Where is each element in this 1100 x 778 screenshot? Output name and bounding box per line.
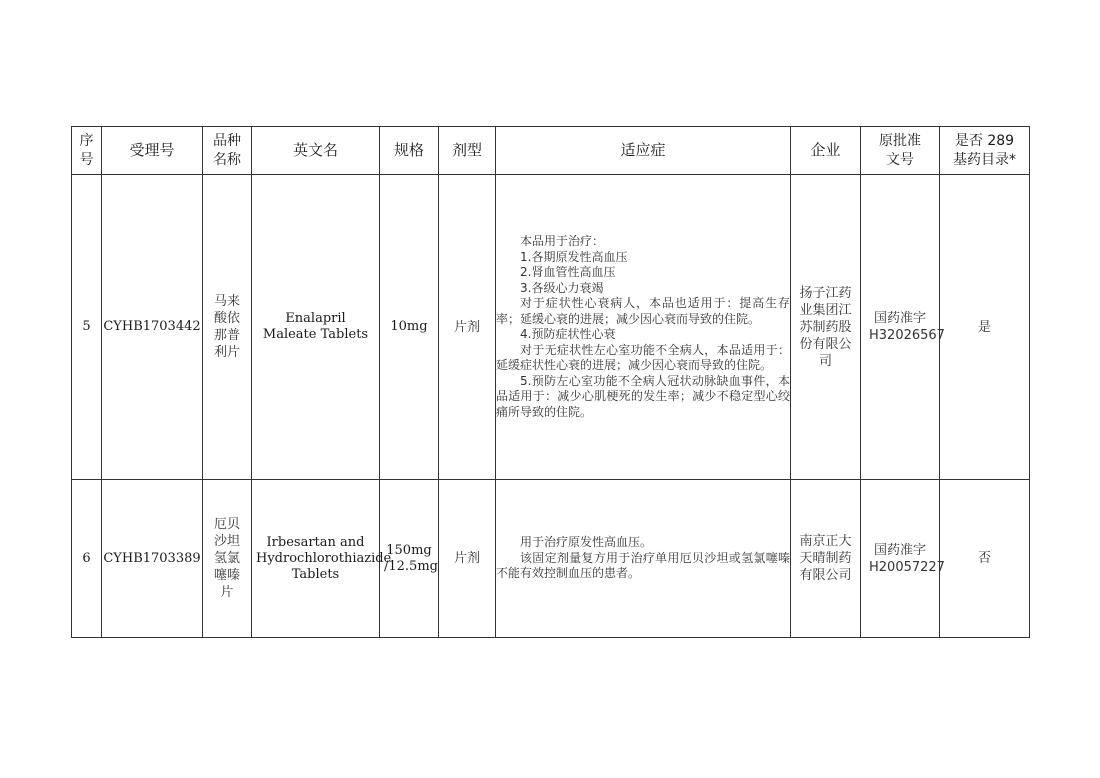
- name-text: 马来酸依那普利片: [213, 294, 240, 360]
- company-text: 南京正大天晴制药有限公司: [799, 534, 852, 583]
- indication-cell: [496, 175, 791, 480]
- approval-cell: 国药准字 H20057227: [861, 480, 940, 638]
- header-essential: 是否 289 基药目录*: [940, 127, 1030, 175]
- header-indication: 适应症: [496, 127, 791, 175]
- approval-cell: 国药准字 H32026567: [861, 175, 940, 480]
- header-form: 剂型: [439, 127, 496, 175]
- header-approval: 原批准文号: [861, 127, 940, 175]
- en-name-cell: Irbesartan and Hydrochlorothiazide Tablets: [252, 480, 380, 638]
- en-name-cell: Enalapril Maleate Tablets: [252, 175, 380, 480]
- drug-table: [71, 126, 1030, 638]
- accept-no-cell: CYHB1703389: [102, 480, 203, 638]
- indication-line: 4.预防症状性心衰: [520, 327, 616, 341]
- indication-line: 该固定剂量复方用于治疗单用厄贝沙坦或氢氯噻嗪不能有效控制血压的患者。: [496, 550, 790, 581]
- header-company: 企业: [791, 127, 861, 175]
- essential-cell: 否: [940, 480, 1030, 638]
- indication-line: 5.预防左心室功能不全病人冠状动脉缺血事件，本品适用于：减少心肌梗死的发生率；减少不稳定型心绞痛所导致的住院。: [496, 373, 790, 419]
- company-cell: [791, 480, 861, 638]
- header-name: 品种名称: [203, 127, 252, 175]
- header-accept-no: 受理号: [102, 127, 203, 175]
- table-row: [72, 480, 1030, 638]
- seq-cell: 6: [72, 480, 102, 638]
- company-cell: [791, 175, 861, 480]
- name-cell: [203, 480, 252, 638]
- header-seq: 序号: [72, 127, 102, 175]
- essential-cell: 是: [940, 175, 1030, 480]
- seq-cell: 5: [72, 175, 102, 480]
- indication-line: 1.各期原发性高血压: [520, 249, 628, 264]
- indication-line: 对于症状性心衰病人，本品也适用于：提高生存率；延缓心衰的进展；减少因心衰而导致的住院。: [496, 296, 790, 326]
- header-row: [72, 127, 1030, 175]
- form-cell: 片剂: [439, 480, 496, 638]
- spec-cell: 150mg /12.5mg: [380, 480, 439, 638]
- name-cell: [203, 175, 252, 480]
- indication-cell: [496, 480, 791, 638]
- name-text: 厄贝沙坦氢氯噻嗪片: [213, 517, 240, 600]
- header-en-name: 英文名: [252, 127, 380, 175]
- accept-no-cell: CYHB1703442: [102, 175, 203, 480]
- indication-line: 用于治疗原发性高血压。: [520, 535, 653, 550]
- indication-line: 对于无症状性左心室功能不全病人，本品适用于：延缓症状性心衰的进展；减少因心衰而导致的住院。: [496, 342, 790, 372]
- header-spec: 规格: [380, 127, 439, 175]
- indication-line: 本品用于治疗：: [520, 234, 605, 248]
- indication-line: 3.各级心力衰竭: [520, 280, 604, 295]
- spec-cell: 10mg: [380, 175, 439, 480]
- company-text: 扬子江药业集团江苏制药股份有限公司: [799, 285, 852, 369]
- form-cell: 片剂: [439, 175, 496, 480]
- indication-line: 2.肾血管性高血压: [520, 265, 616, 279]
- table-row: [72, 175, 1030, 480]
